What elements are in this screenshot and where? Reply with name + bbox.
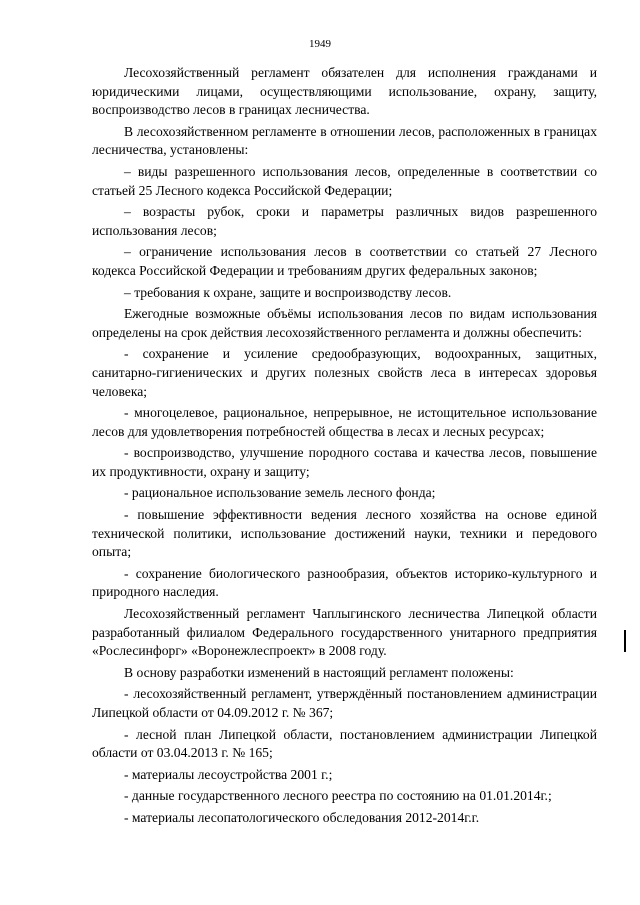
list-item: - повышение эффективности ведения лесного хозяйства на основе единой технической политики, использование достижений науки, техники и передового опыта; bbox=[92, 507, 597, 560]
list-item: - воспроизводство, улучшение породного состава и качества лесов, повышение их продуктивности, охрану и защиту; bbox=[92, 445, 597, 479]
list-item: - лесной план Липецкой области, постановлением администрации Липецкой области от 03.04.2013 г. № 165; bbox=[92, 726, 597, 761]
list-item: - материалы лесопатологического обследования 2012-2014г.г. bbox=[124, 809, 480, 825]
document-body bbox=[92, 64, 597, 831]
list-item: - лесохозяйственный регламент, утверждённый постановлением администрации Липецкой области от 04.09.2012 г. № 367; bbox=[92, 686, 597, 720]
list-item: – виды разрешенного использования лесов, определенные в соответствии со статьей 25 Лесного кодекса Российской Федерации; bbox=[92, 163, 597, 198]
list-item: – ограничение использования лесов в соответствии со статьей 27 Лесного кодекса Российской Федерации и требованиям других федеральных законов; bbox=[92, 244, 597, 278]
list-item: - многоцелевое, рациональное, непрерывное, не истощительное использование лесов для удовлетворения потребностей общества в лесах и лесных ресурсах; bbox=[92, 405, 597, 439]
revision-mark bbox=[624, 630, 626, 652]
list-item: - данные государственного лесного реестра по состоянию на 01.01.2014г.; bbox=[124, 788, 552, 804]
paragraph: В основу разработки изменений в настоящий регламент положены: bbox=[124, 664, 514, 680]
list-item: - материалы лесоустройства 2001 г.; bbox=[124, 766, 333, 782]
list-item: - сохранение биологического разнообразия, объектов историко-культурного и природного наследия. bbox=[92, 565, 597, 600]
paragraph: Лесохозяйственный регламент обязателен для исполнения гражданами и юридическими лицами, осуществляющими использование, охрану, защиту, воспроизводство лесов в границах лесничества. bbox=[92, 65, 597, 118]
paragraph: Лесохозяйственный регламент Чаплыгинского лесничества Липецкой области разработанный филиалом Федерального государственного унитарного предприятия «Рослесинфорг» «Воронежлеспроект» в 2008 году. bbox=[92, 606, 597, 659]
paragraph: В лесохозяйственном регламенте в отношении лесов, расположенных в границах лесничества, установлены: bbox=[92, 123, 597, 158]
list-item: - рациональное использование земель лесного фонда; bbox=[124, 485, 436, 501]
list-item: – требования к охране, защите и воспроизводству лесов. bbox=[124, 284, 452, 300]
list-item: – возрасты рубок, сроки и параметры различных видов разрешенного использования лесов; bbox=[92, 204, 597, 238]
paragraph: Ежегодные возможные объёмы использования лесов по видам использования определены на срок действия лесохозяйственного регламента и должны обеспечить: bbox=[92, 306, 597, 340]
list-item: - сохранение и усиление средообразующих, водоохранных, защитных, санитарно-гигиенических и других полезных свойств леса в интересах здоровья человека; bbox=[92, 346, 597, 399]
page-number: 1949 bbox=[309, 38, 331, 50]
